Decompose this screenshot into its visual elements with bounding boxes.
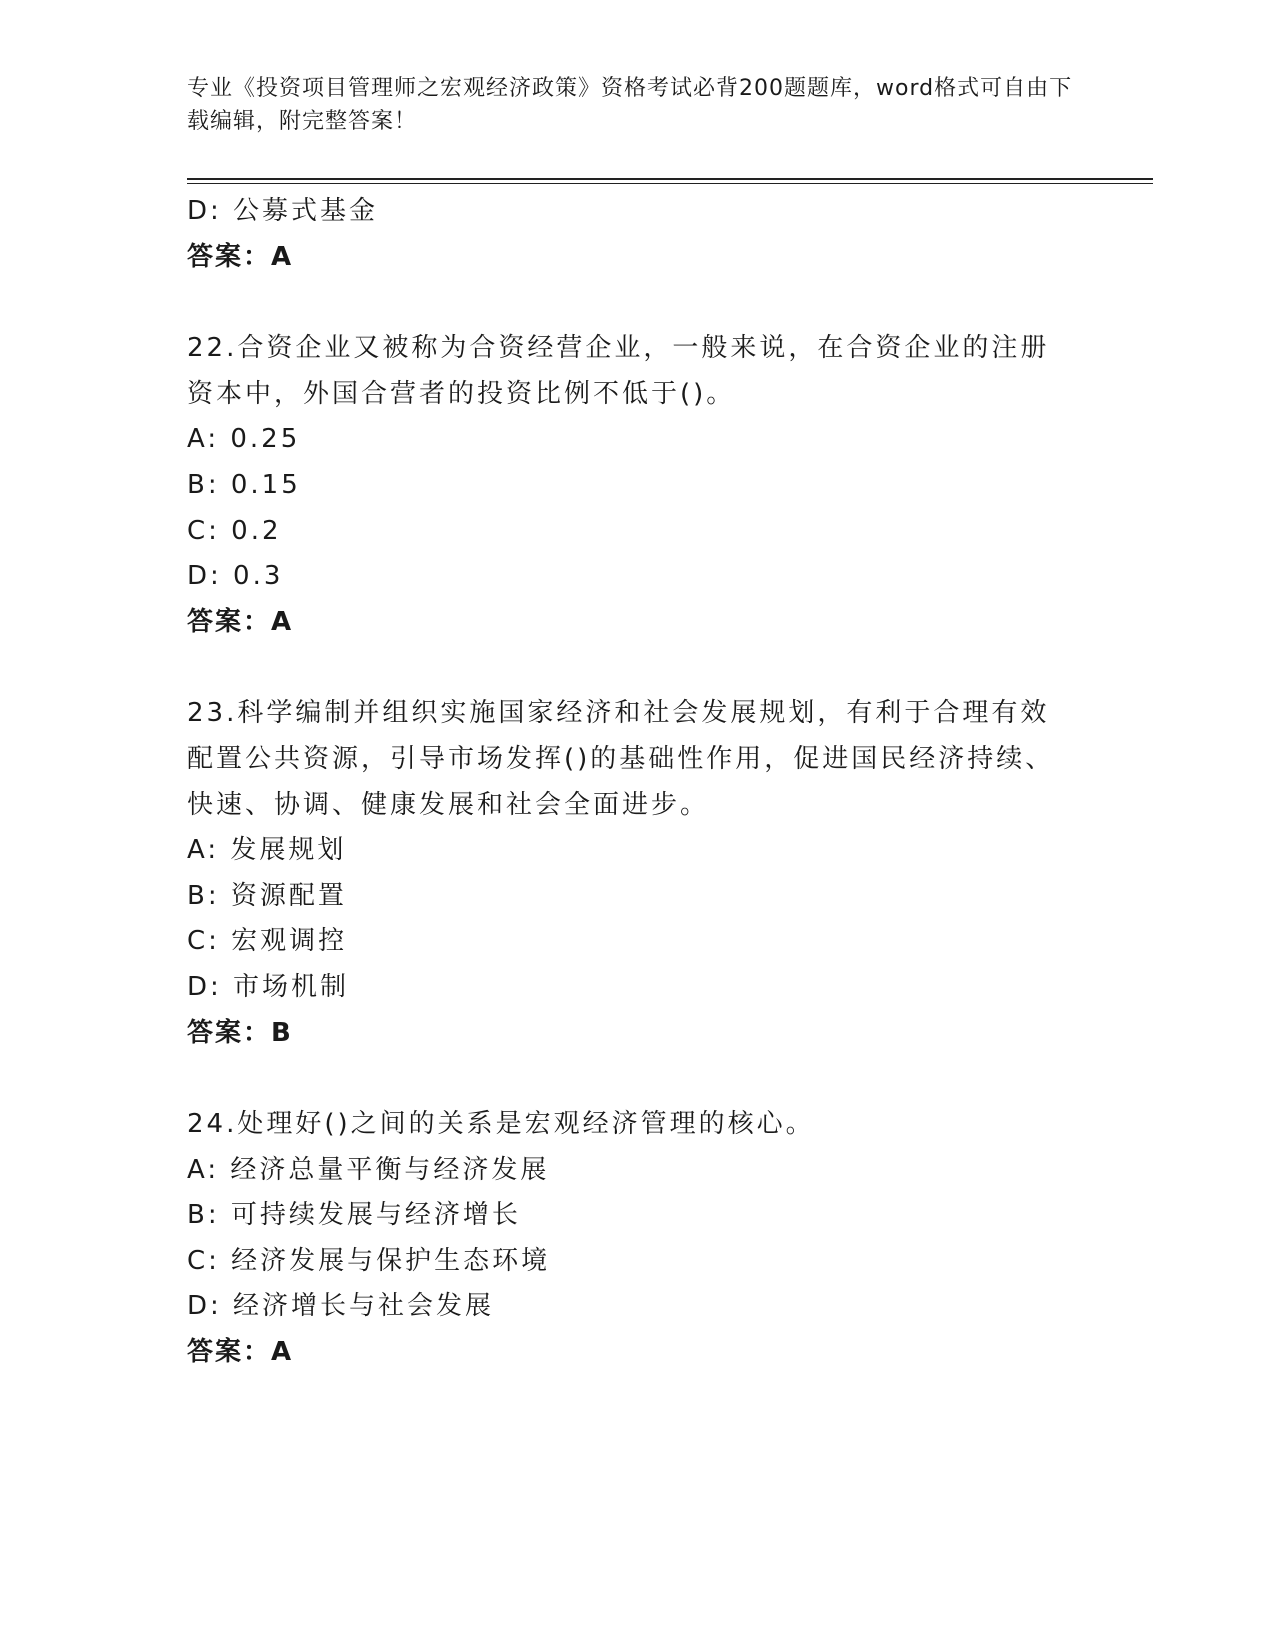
option-d: D: 0.3 — [187, 561, 284, 592]
option-c: C: 0.2 — [187, 515, 282, 546]
question-stem: 23.科学编制并组织实施国家经济和社会发展规划，有利于合理有效配置公共资源，引导市场发挥()的基础性作用，促进国民经济持续、快速、协调、健康发展和社会全面进步。 — [187, 698, 1055, 820]
option-b: B: 0.15 — [187, 469, 301, 500]
question-stem: 22.合资企业又被称为合资经营企业，一般来说，在合资企业的注册资本中，外国合营者的投资比例不低于()。 — [187, 333, 1050, 409]
answer-line: 答案：B — [187, 1017, 293, 1048]
question-stem: 24.处理好()之间的关系是宏观经济管理的核心。 — [187, 1109, 815, 1140]
option-b: B: 资源配置 — [187, 880, 347, 911]
answer-line: 答案：A — [187, 241, 294, 272]
answer-line: 答案：A — [187, 606, 294, 637]
option-a: A: 发展规划 — [187, 835, 347, 866]
header-divider — [187, 178, 1153, 184]
option-d: D: 公募式基金 — [187, 196, 379, 226]
document-header: 专业《投资项目管理师之宏观经济政策》资格考试必背200题题库，word格式可自由下载编辑，附完整答案！ — [187, 76, 1073, 134]
option-a: A: 经济总量平衡与经济发展 — [187, 1154, 550, 1185]
option-b: B: 可持续发展与经济增长 — [187, 1200, 521, 1231]
spacer — [187, 645, 1087, 691]
spacer — [187, 1056, 1087, 1102]
spacer — [187, 280, 1087, 326]
answer-line: 答案：A — [187, 1337, 294, 1368]
option-d: D: 市场机制 — [187, 971, 350, 1002]
question-list — [187, 189, 1087, 1376]
option-d: D: 经济增长与社会发展 — [187, 1291, 495, 1322]
option-c: C: 宏观调控 — [187, 926, 348, 957]
option-a: A: 0.25 — [187, 424, 301, 455]
option-c: C: 经济发展与保护生态环境 — [187, 1245, 551, 1276]
